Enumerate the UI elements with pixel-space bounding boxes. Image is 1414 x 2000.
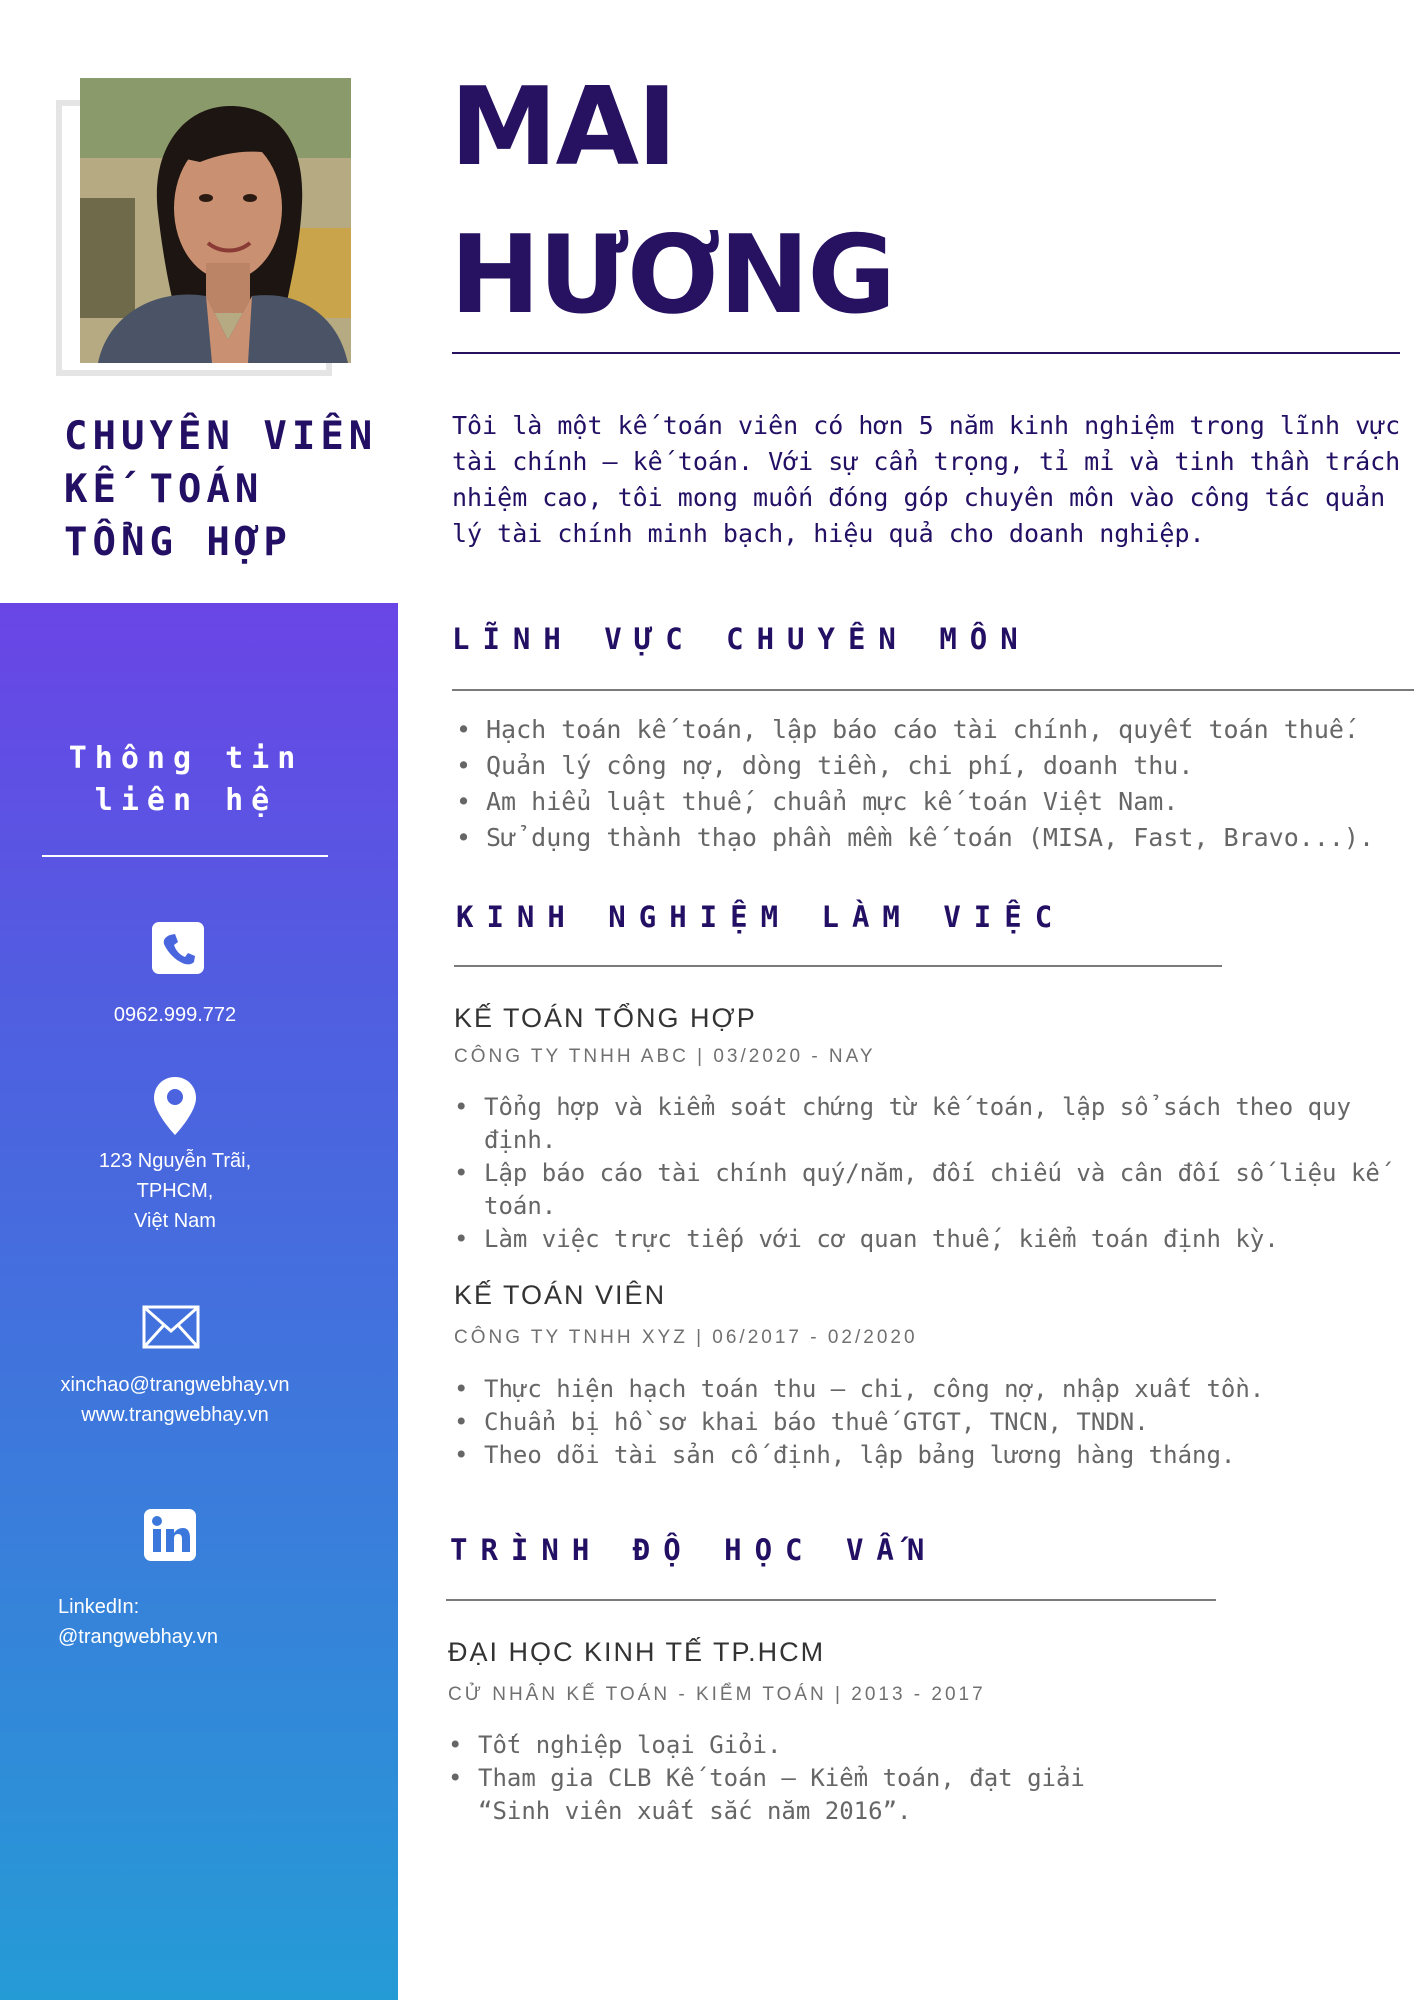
name-line-1: MAI — [450, 65, 676, 190]
job-1-duty: • Tổng hợp và kiểm soát chứng từ kế toán, lập sổ sách theo quy định. — [452, 1091, 1382, 1157]
education-details — [446, 1729, 1126, 1828]
address-line-1: 123 Nguyễn Trãi, — [98, 1150, 252, 1172]
linkedin — [58, 1592, 358, 1652]
name-line-2: HƯƠNG — [450, 213, 894, 338]
contact-divider — [42, 855, 328, 857]
website-link[interactable]: www.trangwebhay.vn — [81, 1404, 269, 1426]
job-1-duty: • Lập báo cáo tài chính quý/năm, đối chiếu và cân đối số liệu kế toán. — [452, 1157, 1382, 1223]
address-line-3: Việt Nam — [134, 1210, 216, 1232]
contact-heading-line-2: liên hệ — [94, 783, 278, 818]
education-divider — [446, 1599, 1216, 1601]
education-meta: CỬ NHÂN KẾ TOÁN - KIỂM TOÁN | 2013 - 2017 — [448, 1684, 986, 1705]
education-detail: • Tốt nghiệp loại Giỏi. — [446, 1729, 1126, 1762]
job-2-duty: • Theo dõi tài sản cố định, lập bảng lương hàng tháng. — [452, 1439, 1382, 1472]
job-title-line-3: TỔNG HỢP — [64, 520, 292, 565]
job-1-position: KẾ TOÁN TỔNG HỢP — [454, 1003, 757, 1033]
linkedin-handle[interactable]: @trangwebhay.vn — [58, 1626, 219, 1648]
envelope-icon — [142, 1305, 200, 1349]
job-1-meta: CÔNG TY TNHH ABC | 03/2020 - NAY — [454, 1046, 876, 1067]
education-section-title: TRÌNH ĐỘ HỌC VẤN — [450, 1533, 938, 1567]
job-1-duties — [452, 1091, 1382, 1256]
skills-divider — [452, 689, 1414, 691]
contact-heading-line-1: Thông tin — [68, 741, 304, 776]
job-title-line-2: KẾ TOÁN — [64, 467, 264, 512]
experience-section-title: KINH NGHIỆM LÀM VIỆC — [456, 900, 1066, 934]
email-address[interactable]: xinchao@trangwebhay.vn — [60, 1374, 290, 1396]
job-2-duty: • Thực hiện hạch toán thu – chi, công nợ, nhập xuất tồn. — [452, 1373, 1382, 1406]
job-1-duty: • Làm việc trực tiếp với cơ quan thuế, kiểm toán định kỳ. — [452, 1223, 1382, 1256]
linkedin-label: LinkedIn: — [58, 1596, 140, 1618]
phone-icon — [152, 922, 204, 974]
job-2-position: KẾ TOÁN VIÊN — [454, 1280, 667, 1310]
location-pin-icon — [152, 1075, 198, 1137]
job-title — [64, 410, 394, 569]
phone-number: 0962.999.772 — [113, 1004, 237, 1026]
name-divider — [452, 352, 1400, 354]
skill-item: • Am hiểu luật thuế, chuẩn mực kế toán Việt Nam. — [454, 784, 1412, 820]
email-website — [20, 1370, 330, 1430]
contact-heading — [38, 738, 334, 822]
experience-divider — [454, 965, 1222, 967]
linkedin-icon[interactable] — [144, 1509, 196, 1561]
job-2-duties — [452, 1373, 1382, 1472]
address-line-2: TPHCM, — [136, 1180, 214, 1202]
skill-item: • Hạch toán kế toán, lập báo cáo tài chính, quyết toán thuế. — [454, 712, 1412, 748]
profile-summary: Tôi là một kế toán viên có hơn 5 năm kinh nghiệm trong lĩnh vực tài chính – kế toán. Với sự cẩn trọng, tỉ mỉ và tinh thần trách nhiệm cao, tôi mong muốn đóng góp chuyên môn vào công tác quản lý tài chính minh bạch, hiệu quả cho doanh nghiệp. — [452, 411, 1401, 548]
education-detail: • Tham gia CLB Kế toán – Kiểm toán, đạt giải “Sinh viên xuất sắc năm 2016”. — [446, 1762, 1126, 1828]
skill-item: • Sử dụng thành thạo phần mềm kế toán (MISA, Fast, Bravo...). — [454, 820, 1412, 856]
profile-photo — [80, 78, 351, 363]
job-2-duty: • Chuẩn bị hồ sơ khai báo thuế GTGT, TNCN, TNDN. — [452, 1406, 1382, 1439]
skill-item: • Quản lý công nợ, dòng tiền, chi phí, doanh thu. — [454, 748, 1412, 784]
skills-list — [454, 712, 1412, 856]
skills-section-title: LĨNH VỰC CHUYÊN MÔN — [452, 622, 1031, 656]
job-title-line-1: CHUYÊN VIÊN — [64, 414, 378, 459]
address — [20, 1146, 330, 1236]
education-school: ĐẠI HỌC KINH TẾ TP.HCM — [448, 1637, 826, 1667]
candidate-name — [450, 54, 894, 350]
job-2-meta: CÔNG TY TNHH XYZ | 06/2017 - 02/2020 — [454, 1327, 918, 1348]
